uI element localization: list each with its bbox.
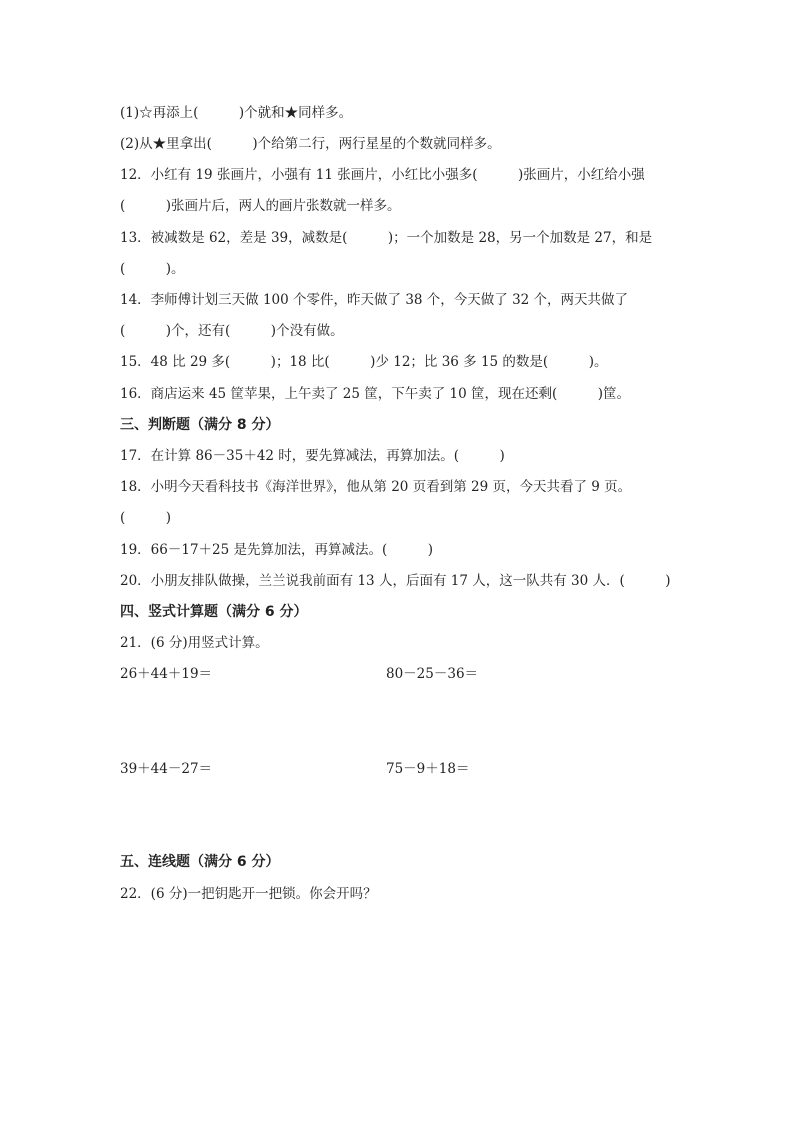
q13-line1: 13．被减数是 62，差是 39，减数是( )；一个加数是 28，另一个加数是 27，和是 (120, 230, 653, 246)
q19: 19．66－17＋25 是先算加法，再算减法。( ) (120, 542, 434, 558)
q11-part2: (2)从★里拿出( )个给第二行，两行星星的个数就同样多。 (120, 136, 501, 152)
section-heading-matching: 五、连线题（满分 6 分） (120, 854, 280, 870)
q12-line1: 12．小红有 19 张画片，小强有 11 张画片，小红比小强多( )张画片，小红给小强 (120, 167, 645, 183)
section-heading-judgement: 三、判断题（满分 8 分） (120, 417, 280, 433)
calc-expression-3: 39＋44－27＝ (120, 761, 213, 777)
q14-line2: ( )个，还有( )个没有做。 (120, 323, 344, 339)
q12-line2: ( )张画片后，两人的画片张数就一样多。 (120, 198, 401, 214)
q18-line1: 18．小明今天看科技书《海洋世界》，他从第 20 页看到第 29 页，今天共看了 9 页。 (120, 479, 632, 495)
q20: 20．小朋友排队做操，兰兰说我前面有 13 人，后面有 17 人，这一队共有 30 人．( ) (120, 573, 671, 589)
q15: 15．48 比 29 多( )；18 比( )少 12；比 36 多 15 的数是( )。 (120, 354, 608, 370)
calc-expression-1: 26＋44＋19＝ (120, 666, 213, 682)
calc-expression-2: 80－25－36＝ (386, 666, 479, 682)
q22: 22．(6 分)一把钥匙开一把锁。你会开吗？ (120, 886, 377, 902)
q14-line1: 14．李师傅计划三天做 100 个零件，昨天做了 38 个，今天做了 32 个，两天共做了 (120, 292, 629, 308)
section-heading-vertical-calc: 四、竖式计算题（满分 6 分） (120, 604, 308, 620)
q11-part1: (1)☆再添上( )个就和★同样多。 (120, 105, 353, 121)
q16: 16．商店运来 45 筐苹果，上午卖了 25 筐，下午卖了 10 筐，现在还剩( )筐。 (120, 386, 630, 402)
q18-line2: ( ) (120, 510, 172, 526)
q21: 21．(6 分)用竖式计算。 (120, 635, 269, 651)
calc-expression-4: 75－9＋18＝ (386, 761, 470, 777)
q13-line2: ( )。 (120, 261, 185, 277)
q17: 17．在计算 86－35＋42 时，要先算减法，再算加法。( ) (120, 448, 505, 464)
